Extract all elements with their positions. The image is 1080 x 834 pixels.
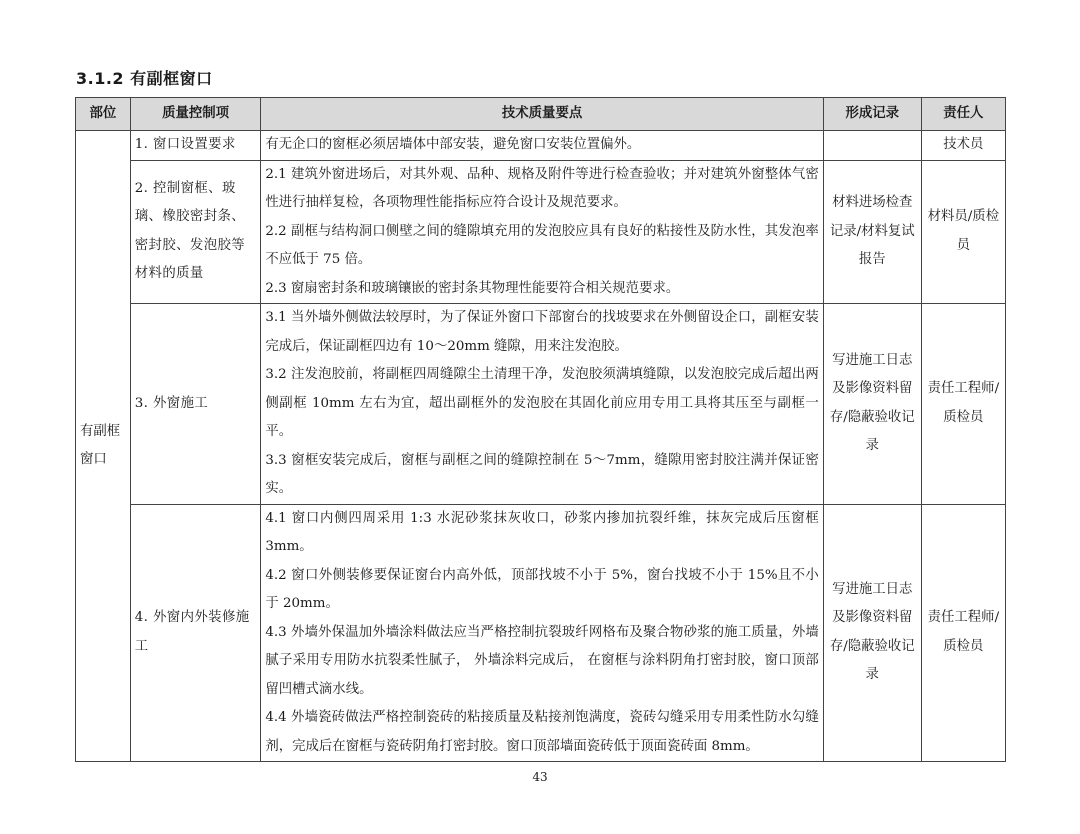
record-cell — [823, 131, 921, 161]
header-item: 质量控制项 — [130, 98, 261, 131]
section-title: 3.1.2 有副框窗口 — [76, 69, 213, 88]
requirement-text: 3.3 窗框安装完成后，窗框与副框之间的缝隙控制在 5～7mm，缝隙用密封胶注满并保证密实。 — [265, 452, 819, 496]
requirement-text: 3.2 注发泡胶前，将副框四周缝隙尘土清理干净，发泡胶须满填缝隙，以发泡胶完成后超出两侧副框 10mm 左右为宜，超出副框外的发泡胶在其固化前应用专用工具将其压至与副框一平。 — [265, 367, 819, 439]
responsible-cell: 责任工程师/质检员 — [921, 304, 1005, 505]
header-record: 形成记录 — [823, 98, 921, 131]
table-row — [76, 504, 1006, 762]
table-row — [76, 131, 1006, 161]
requirement-text: 有无企口的窗框必须居墙体中部安装，避免窗口安装位置偏外。 — [265, 137, 641, 152]
page-number: 43 — [532, 770, 548, 784]
requirement-text: 4.1 窗口内侧四周采用 1:3 水泥砂浆抹灰收口，砂浆内掺加抗裂纤维，抹灰完成后压窗框 3mm。 — [265, 510, 819, 554]
record-cell: 材料进场检查记录/材料复试报告 — [823, 160, 921, 304]
requirement-text: 4.4 外墙瓷砖做法严格控制瓷砖的粘接质量及粘接剂饱满度，瓷砖勾缝采用专用柔性防水勾缝剂，完成后在窗框与瓷砖阴角打密封胶。窗口顶部墙面瓷砖低于顶面瓷砖面 8mm。 — [265, 710, 819, 754]
requirement-text: 3.1 当外墙外侧做法较厚时，为了保证外窗口下部窗台的找坡要求在外侧留设企口，副框安装完成后，保证副框四边有 10～20mm 缝隙，用来注发泡胶。 — [265, 310, 819, 354]
requirements-cell — [261, 131, 823, 161]
requirements-cell — [261, 160, 823, 304]
header-requirements: 技术质量要点 — [261, 98, 823, 131]
requirement-text: 2.1 建筑外窗进场后，对其外观、品种、规格及附件等进行检查验收；并对建筑外窗整体气密性进行抽样复检，各项物理性能指标应符合设计及规范要求。 — [265, 166, 819, 210]
requirement-text: 4.3 外墙外保温加外墙涂料做法应当严格控制抗裂玻纤网格布及聚合物砂浆的施工质量，外墙腻子采用专用防水抗裂柔性腻子， 外墙涂料完成后， 在窗框与涂料阴角打密封胶，窗口顶部留凹槽式滴水线。 — [265, 624, 819, 697]
table-row — [76, 160, 1006, 304]
part-name-cell: 有副框窗口 — [76, 131, 131, 762]
item-cell: 1. 窗口设置要求 — [130, 131, 261, 161]
requirements-cell — [261, 504, 823, 762]
record-cell: 写进施工日志及影像资料留存/隐蔽验收记录 — [823, 504, 921, 762]
responsible-cell: 技术员 — [921, 131, 1005, 161]
header-part: 部位 — [76, 98, 131, 131]
item-cell: 3. 外窗施工 — [130, 304, 261, 505]
item-cell: 2. 控制窗框、玻璃、橡胶密封条、密封胶、发泡胶等材料的质量 — [130, 160, 261, 304]
requirements-cell — [261, 304, 823, 505]
responsible-cell: 材料员/质检员 — [921, 160, 1005, 304]
quality-control-table — [75, 97, 1006, 762]
item-cell: 4. 外窗内外装修施工 — [130, 504, 261, 762]
requirement-text: 2.3 窗扇密封条和玻璃镶嵌的密封条其物理性能要符合相关规范要求。 — [265, 280, 680, 296]
header-responsible: 责任人 — [921, 98, 1005, 131]
table-header-row — [76, 98, 1006, 131]
record-cell: 写进施工日志及影像资料留存/隐蔽验收记录 — [823, 304, 921, 505]
requirement-text: 4.2 窗口外侧装修要保证窗台内高外低，顶部找坡不小于 5%，窗台找坡不小于 15%且不小于 20mm。 — [265, 567, 819, 611]
table-row — [76, 304, 1006, 505]
requirement-text: 2.2 副框与结构洞口侧壁之间的缝隙填充用的发泡胶应具有良好的粘接性及防水性，其发泡率不应低于 75 倍。 — [265, 223, 819, 267]
responsible-cell: 责任工程师/质检员 — [921, 504, 1005, 762]
